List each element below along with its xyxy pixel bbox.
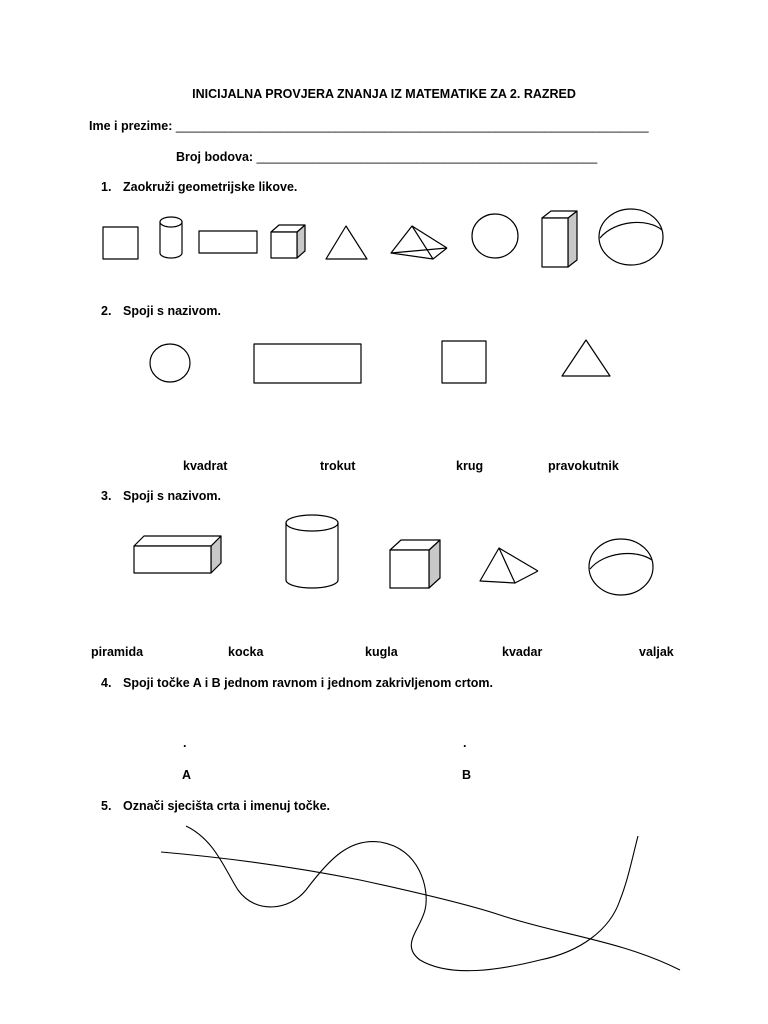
sphere-shape — [589, 539, 653, 595]
cube-shape — [271, 225, 305, 258]
circle-shape — [472, 214, 518, 258]
rectangle-shape — [254, 344, 361, 383]
label-valjak: valjak — [639, 645, 674, 659]
task-number: 1. — [101, 180, 112, 194]
task-number: 3. — [101, 489, 112, 503]
point-b-label: B — [462, 768, 472, 782]
label-kugla: kugla — [365, 645, 398, 659]
square-shape — [442, 341, 486, 383]
label-piramida: piramida — [91, 645, 144, 659]
cube-shape — [390, 540, 440, 588]
prism-shape — [542, 211, 577, 267]
rectangle-shape — [199, 231, 257, 253]
curve-line-1 — [161, 852, 680, 970]
label-kvadar: kvadar — [502, 645, 543, 659]
points-label: Broj bodova: — [176, 150, 254, 164]
square-shape — [103, 227, 138, 259]
pyramid-shape — [391, 226, 447, 259]
label-kocka: kocka — [228, 645, 264, 659]
task-text: Označi sjecišta crta i imenuj točke. — [123, 799, 331, 813]
task-number: 2. — [101, 304, 112, 318]
point-a-label: A — [182, 768, 192, 782]
task3-shapes — [134, 515, 653, 595]
triangle-shape — [326, 226, 367, 259]
point-a-dot: . — [183, 736, 187, 750]
name-label: Ime i prezime: — [89, 119, 173, 133]
cuboid-shape — [134, 536, 221, 573]
task-text: Spoji s nazivom. — [123, 489, 221, 503]
task1-shapes — [103, 209, 663, 267]
task-text: Spoji točke A i B jednom ravnom i jednom zakrivljenom crtom. — [123, 676, 493, 690]
pyramid-shape — [480, 548, 538, 583]
curve-line-2 — [186, 826, 638, 971]
worksheet-title: INICIJALNA PROVJERA ZNANJA IZ MATEMATIKE ZA 2. RAZRED — [192, 87, 576, 101]
task-text: Zaokruži geometrijske likove. — [123, 180, 298, 194]
task-number: 5. — [101, 799, 112, 813]
label-pravokutnik: pravokutnik — [548, 459, 619, 473]
sphere-shape — [599, 209, 663, 265]
label-trokut: trokut — [320, 459, 356, 473]
label-kvadrat: kvadrat — [183, 459, 228, 473]
task-text: Spoji s nazivom. — [123, 304, 221, 318]
cylinder-shape — [160, 217, 182, 258]
task2-shapes — [150, 340, 610, 383]
task5-curves — [161, 826, 680, 971]
name-blank[interactable]: ____________________________________________________________________ — [175, 119, 649, 133]
circle-shape — [150, 344, 190, 382]
label-krug: krug — [456, 459, 484, 473]
task-number: 4. — [101, 676, 112, 690]
triangle-shape — [562, 340, 610, 376]
points-blank[interactable]: _________________________________________________ — [256, 150, 598, 164]
point-b-dot: . — [463, 736, 467, 750]
cylinder-shape — [286, 515, 338, 588]
